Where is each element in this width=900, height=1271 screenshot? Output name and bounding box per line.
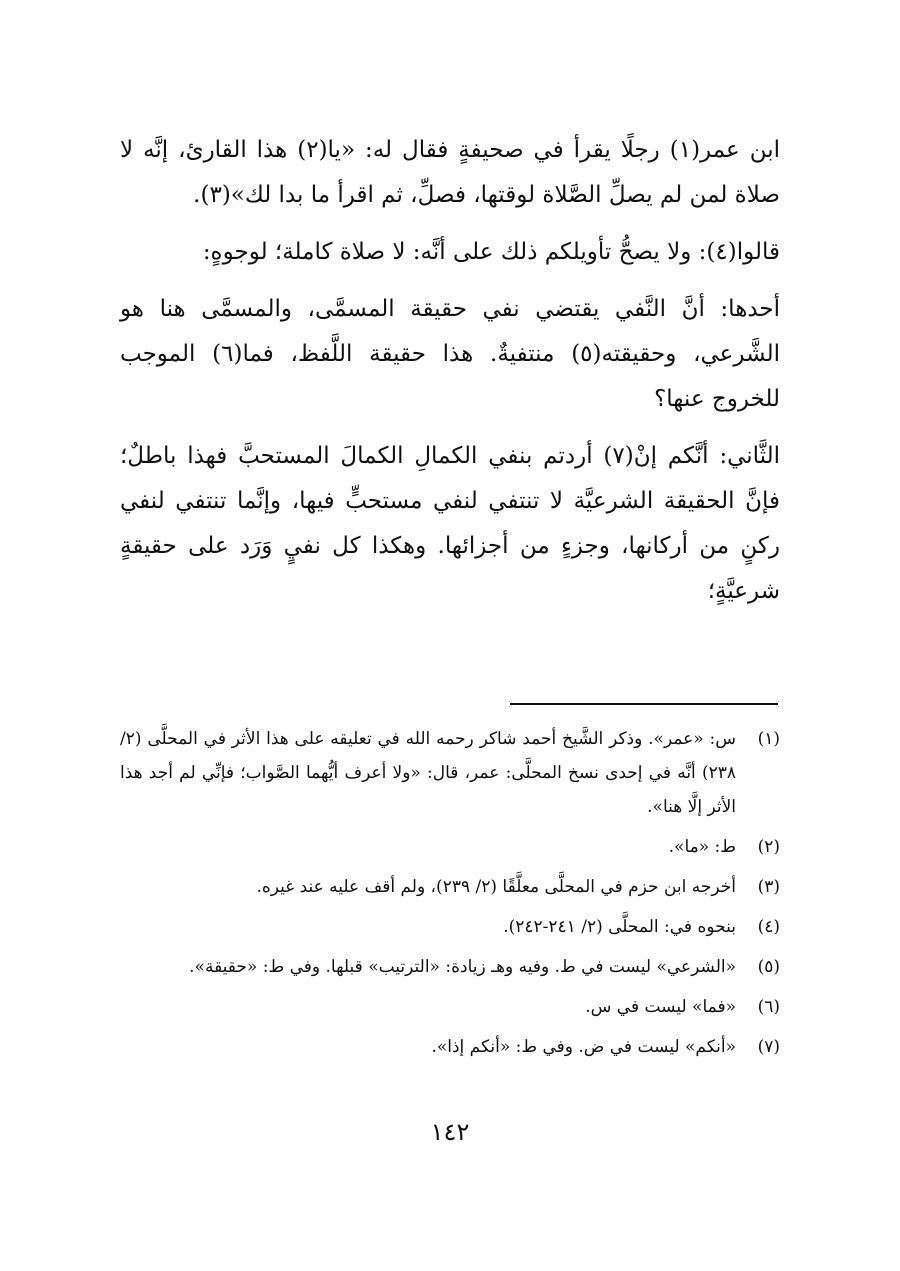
footnote-number: (٦): [757, 997, 780, 1017]
paragraph: أحدها: أنَّ النَّفي يقتضي نفي حقيقة المسمَّى، والمسمَّى هنا هو الشَّرعي، وحقيقته(٥) منتفيةٌ. هذا حقيقة اللَّفظ، فما(٦) الموجب للخروج عنها؟: [120, 296, 780, 412]
paragraph: قالوا(٤): ولا يصحُّ تأويلكم ذلك على أنَّه: لا صلاة كاملة؛ لوجوهٍ:: [202, 239, 780, 265]
footnote-number: (١): [757, 729, 780, 749]
footnote: [120, 950, 780, 984]
paragraph: ابن عمر(١) رجلًا يقرأ في صحيفةٍ فقال له: «يا(٢) هذا القارئ، إنَّه لا صلاة لمن لم يصلِّ الصَّلاة لوقتها، فصلِّ، ثم اقرأ ما بدا لك»(٣).: [120, 137, 781, 208]
footnotes: [120, 722, 780, 1070]
footnote-text: «الشرعي» ليست في ط. وفيه وهـ زيادة: «الترتيب» قبلها. وفي ط: «حقيقة».: [189, 957, 736, 977]
footnote-text: «أنكم» ليست في ض. وفي ط: «أنكم إذا».: [431, 1037, 736, 1057]
footnote-number: (٣): [757, 877, 780, 897]
footnote: [120, 1030, 780, 1064]
page-number: ١٤٢: [430, 1118, 470, 1146]
paragraph: الثَّاني: أنَّكم إنْ(٧) أردتم بنفي الكمالِ الكمالَ المستحبَّ فهذا باطلٌ؛ فإنَّ الحقيقة الشرعيَّة لا تنتفي لنفي مستحبٍّ فيها، وإنَّما تنتفي لنفي ركنٍ من أركانها، وجزءٍ من أجزائها. وهكذا كل نفيٍ وَرَد على حقيقةٍ شرعيَّةٍ؛: [120, 443, 780, 604]
footnote: [120, 910, 780, 944]
footnote: [120, 990, 780, 1024]
footnote-number: (٤): [757, 917, 780, 937]
footnote: [120, 870, 780, 904]
footnote: [120, 830, 780, 864]
footnote: [120, 722, 780, 824]
main-text: [120, 128, 780, 626]
footnote-text: بنحوه في: المحلَّى (٢/ ٢٤١-٢٤٢).: [503, 917, 736, 937]
footnote-text: ط: «ما».: [668, 837, 736, 857]
footnote-number: (٥): [757, 957, 780, 977]
footnote-text: س: «عمر». وذكر الشَّيخ أحمد شاكر رحمه الله في تعليقه على هذا الأثر في المحلَّى (٢/ ٢٣٨) أنَّه في إحدى نسخ المحلَّى: عمر، قال: «ولا أعرف أيُّهما الصَّواب؛ فإنِّي لم أجد هذا الأثر إلَّا هنا».: [120, 729, 736, 817]
footnote-number: (٢): [757, 837, 780, 857]
footnote-separator: [510, 703, 778, 705]
footnote-text: أخرجه ابن حزم في المحلَّى معلَّقًا (٢/ ٢٣٩)، ولم أقف عليه عند غيره.: [256, 877, 736, 897]
footnote-number: (٧): [757, 1037, 780, 1057]
footnote-text: «فما» ليست في س.: [585, 997, 736, 1017]
